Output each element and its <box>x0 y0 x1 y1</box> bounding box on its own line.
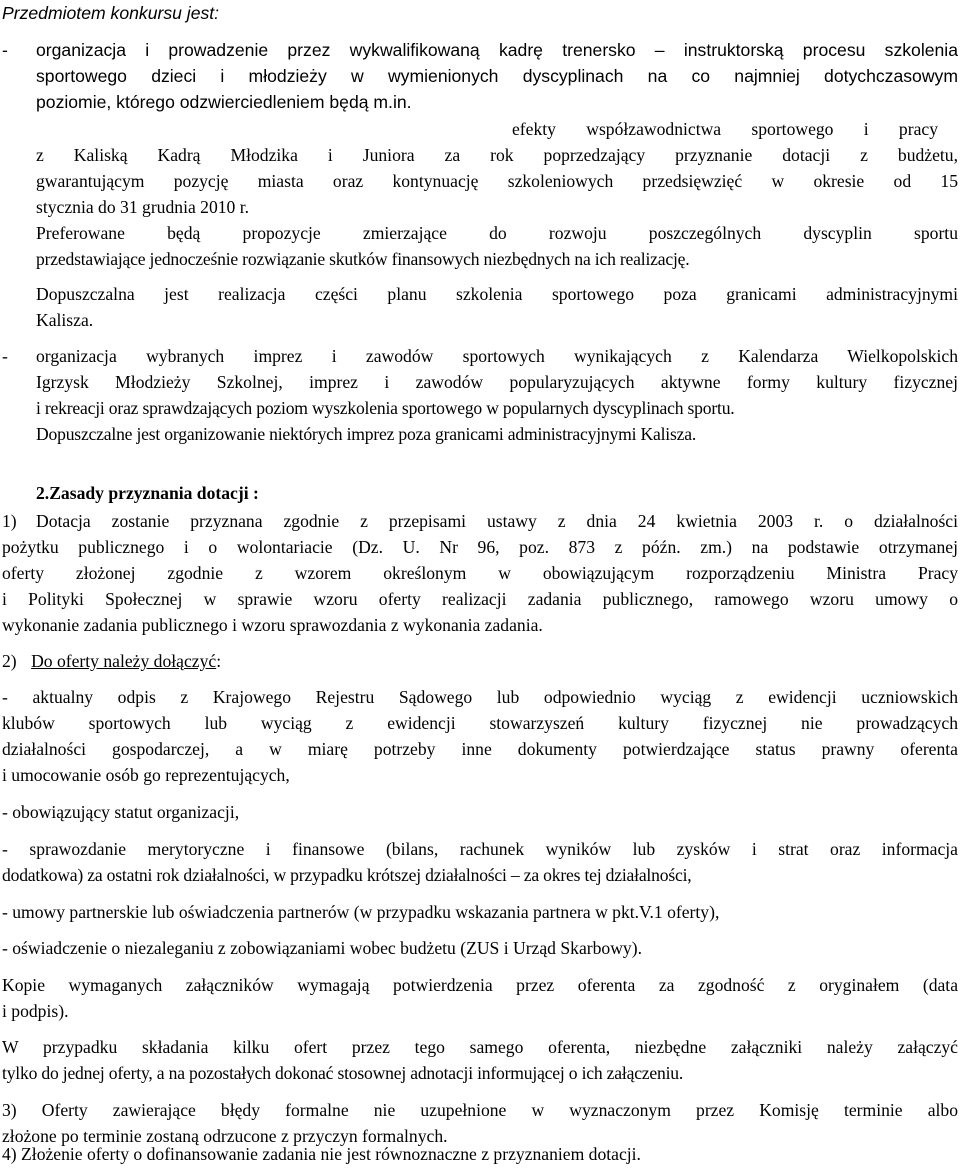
section2-title: 2.Zasady przyznania dotacji : <box>36 483 259 503</box>
copies-note-line: i podpis). <box>2 1001 69 1021</box>
bullet1-line: z Kaliską Kadrą Młodzika i Juniora za rok poprzedzający przyznanie dotacji z budżetu, <box>36 145 958 165</box>
bullet2-line: Dopuszczalne jest organizowanie niektórych imprez poza granicami administracyjnymi Kalisza. <box>36 424 697 444</box>
point2-label: Do oferty należy dołączyć <box>31 651 217 671</box>
multiple-offers-line: W przypadku składania kilku ofert przez tego samego oferenta, niezbędne załączniki należy załączyć <box>2 1037 958 1057</box>
list-marker-2: - <box>2 346 8 366</box>
attachment-line: działalności gospodarczej, a w miarę potrzeby inne dokumenty potwierdzające status prawny oferenta <box>2 739 958 759</box>
multiple-offers-line: tylko do jednej oferty, a na pozostałych dokonać stosownej adnotacji informującej o ich załączeniu. <box>2 1063 684 1083</box>
copies-note-line: Kopie wymaganych załączników wymagają potwierdzenia przez oferenta za zgodność z oryginałem (data <box>2 975 958 995</box>
point1-line: i Polityki Społecznej w sprawie wzoru oferty realizacji zadania publicznego, ramowego wzoru umowy o <box>2 589 958 609</box>
attachment-line: - aktualny odpis z Krajowego Rejestru Sądowego lub odpowiednio wyciąg z ewidencji uczniowskich <box>2 687 958 707</box>
bullet1-line: sportowego dzieci i młodzieży w wymienionych dyscyplinach na co najmniej dotychczasowym <box>36 66 958 86</box>
heading: Przedmiotem konkursu jest: <box>2 3 220 23</box>
point1-line: wykonanie zadania publicznego i wzoru sprawozdania z wykonania zadania. <box>2 615 543 635</box>
point1-number: 1) <box>2 511 17 531</box>
bullet1-line: Dopuszczalna jest realizacja części planu szkolenia sportowego poza granicami administracyjnymi <box>36 284 958 304</box>
attachment-line: - oświadczenie o niezaleganiu z zobowiązaniami wobec budżetu (ZUS i Urząd Skarbowy). <box>2 938 642 958</box>
bullet2-line: i rekreacji oraz sprawdzających poziom wyszkolenia sportowego w popularnych dyscyplinach sportu. <box>36 398 735 418</box>
bullet2-line: Igrzysk Młodzieży Szkolnej, imprez i zawodów popularyzujących aktywne formy kultury fizycznej <box>36 372 958 392</box>
point1-line: Dotacja zostanie przyznana zgodnie z przepisami ustawy z dnia 24 kwietnia 2003 r. o działalności <box>36 511 958 531</box>
attachment-line: dodatkowa) za ostatni rok działalności, w przypadku krótszej działalności – za okres tej działalności, <box>2 865 692 885</box>
attachment-line: - umowy partnerskie lub oświadczenia partnerów (w przypadku wskazania partnera w pkt.V.1 oferty), <box>2 902 720 922</box>
attachment-line: - obowiązujący statut organizacji, <box>2 802 240 822</box>
bullet1-line: przedstawiające jednocześnie rozwiązanie skutków finansowych niezbędnych na ich realizację. <box>36 249 690 269</box>
bullet2-line: organizacja wybranych imprez i zawodów sportowych wynikających z Kalendarza Wielkopolskich <box>36 346 958 366</box>
bullet1-line: organizacja i prowadzenie przez wykwalifikowaną kadrę trenersko – instruktorską procesu szkolenia <box>36 40 958 60</box>
list-marker-1: - <box>2 40 8 60</box>
point4-line: 4) Złożenie oferty o dofinansowanie zadania nie jest równoznaczne z przyznaniem dotacji. <box>2 1144 641 1164</box>
point1-line: pożytku publicznego i o wolontariacie (Dz. U. Nr 96, poz. 873 z późn. zm.) na podstawie otrzymanej <box>2 537 958 557</box>
point2-heading <box>2 648 960 674</box>
bullet1-line: Preferowane będą propozycje zmierzające do rozwoju poszczególnych dyscyplin sportu <box>36 223 958 243</box>
attachment-line: klubów sportowych lub wyciąg z ewidencji stowarzyszeń kultury fizycznej nie prowadzących <box>2 713 958 733</box>
bullet1-line: poziomie, którego odzwierciedleniem będą m.in. <box>36 92 412 112</box>
bullet1-line: stycznia do 31 grudnia 2010 r. <box>36 197 250 217</box>
bullet1-line: Kalisza. <box>36 310 94 330</box>
point2-number: 2) <box>2 651 17 671</box>
point2-colon: : <box>216 651 222 671</box>
point3-line: złożone po terminie zostaną odrzucone z przyczyn formalnych. <box>2 1126 448 1146</box>
point1-line: oferty złożonej zgodnie z wzorem określonym w obowiązującym rozporządzeniu Ministra Pracy <box>2 563 958 583</box>
point3-line: 3) Oferty zawierające błędy formalne nie uzupełnione w wyznaczonym przez Komisję terminie albo <box>2 1100 958 1120</box>
attachment-line: i umocowanie osób go reprezentujących, <box>2 765 290 785</box>
attachment-line: - sprawozdanie merytoryczne i finansowe (bilans, rachunek wyników lub zysków i strat oraz informacja <box>2 839 958 859</box>
bullet1-line: efekty współzawodnictwa sportowego i pracy <box>512 119 938 139</box>
bullet1-line: gwarantującym pozycję miasta oraz kontynuację szkoleniowych przedsięwzięć w okresie od 15 <box>36 171 958 191</box>
